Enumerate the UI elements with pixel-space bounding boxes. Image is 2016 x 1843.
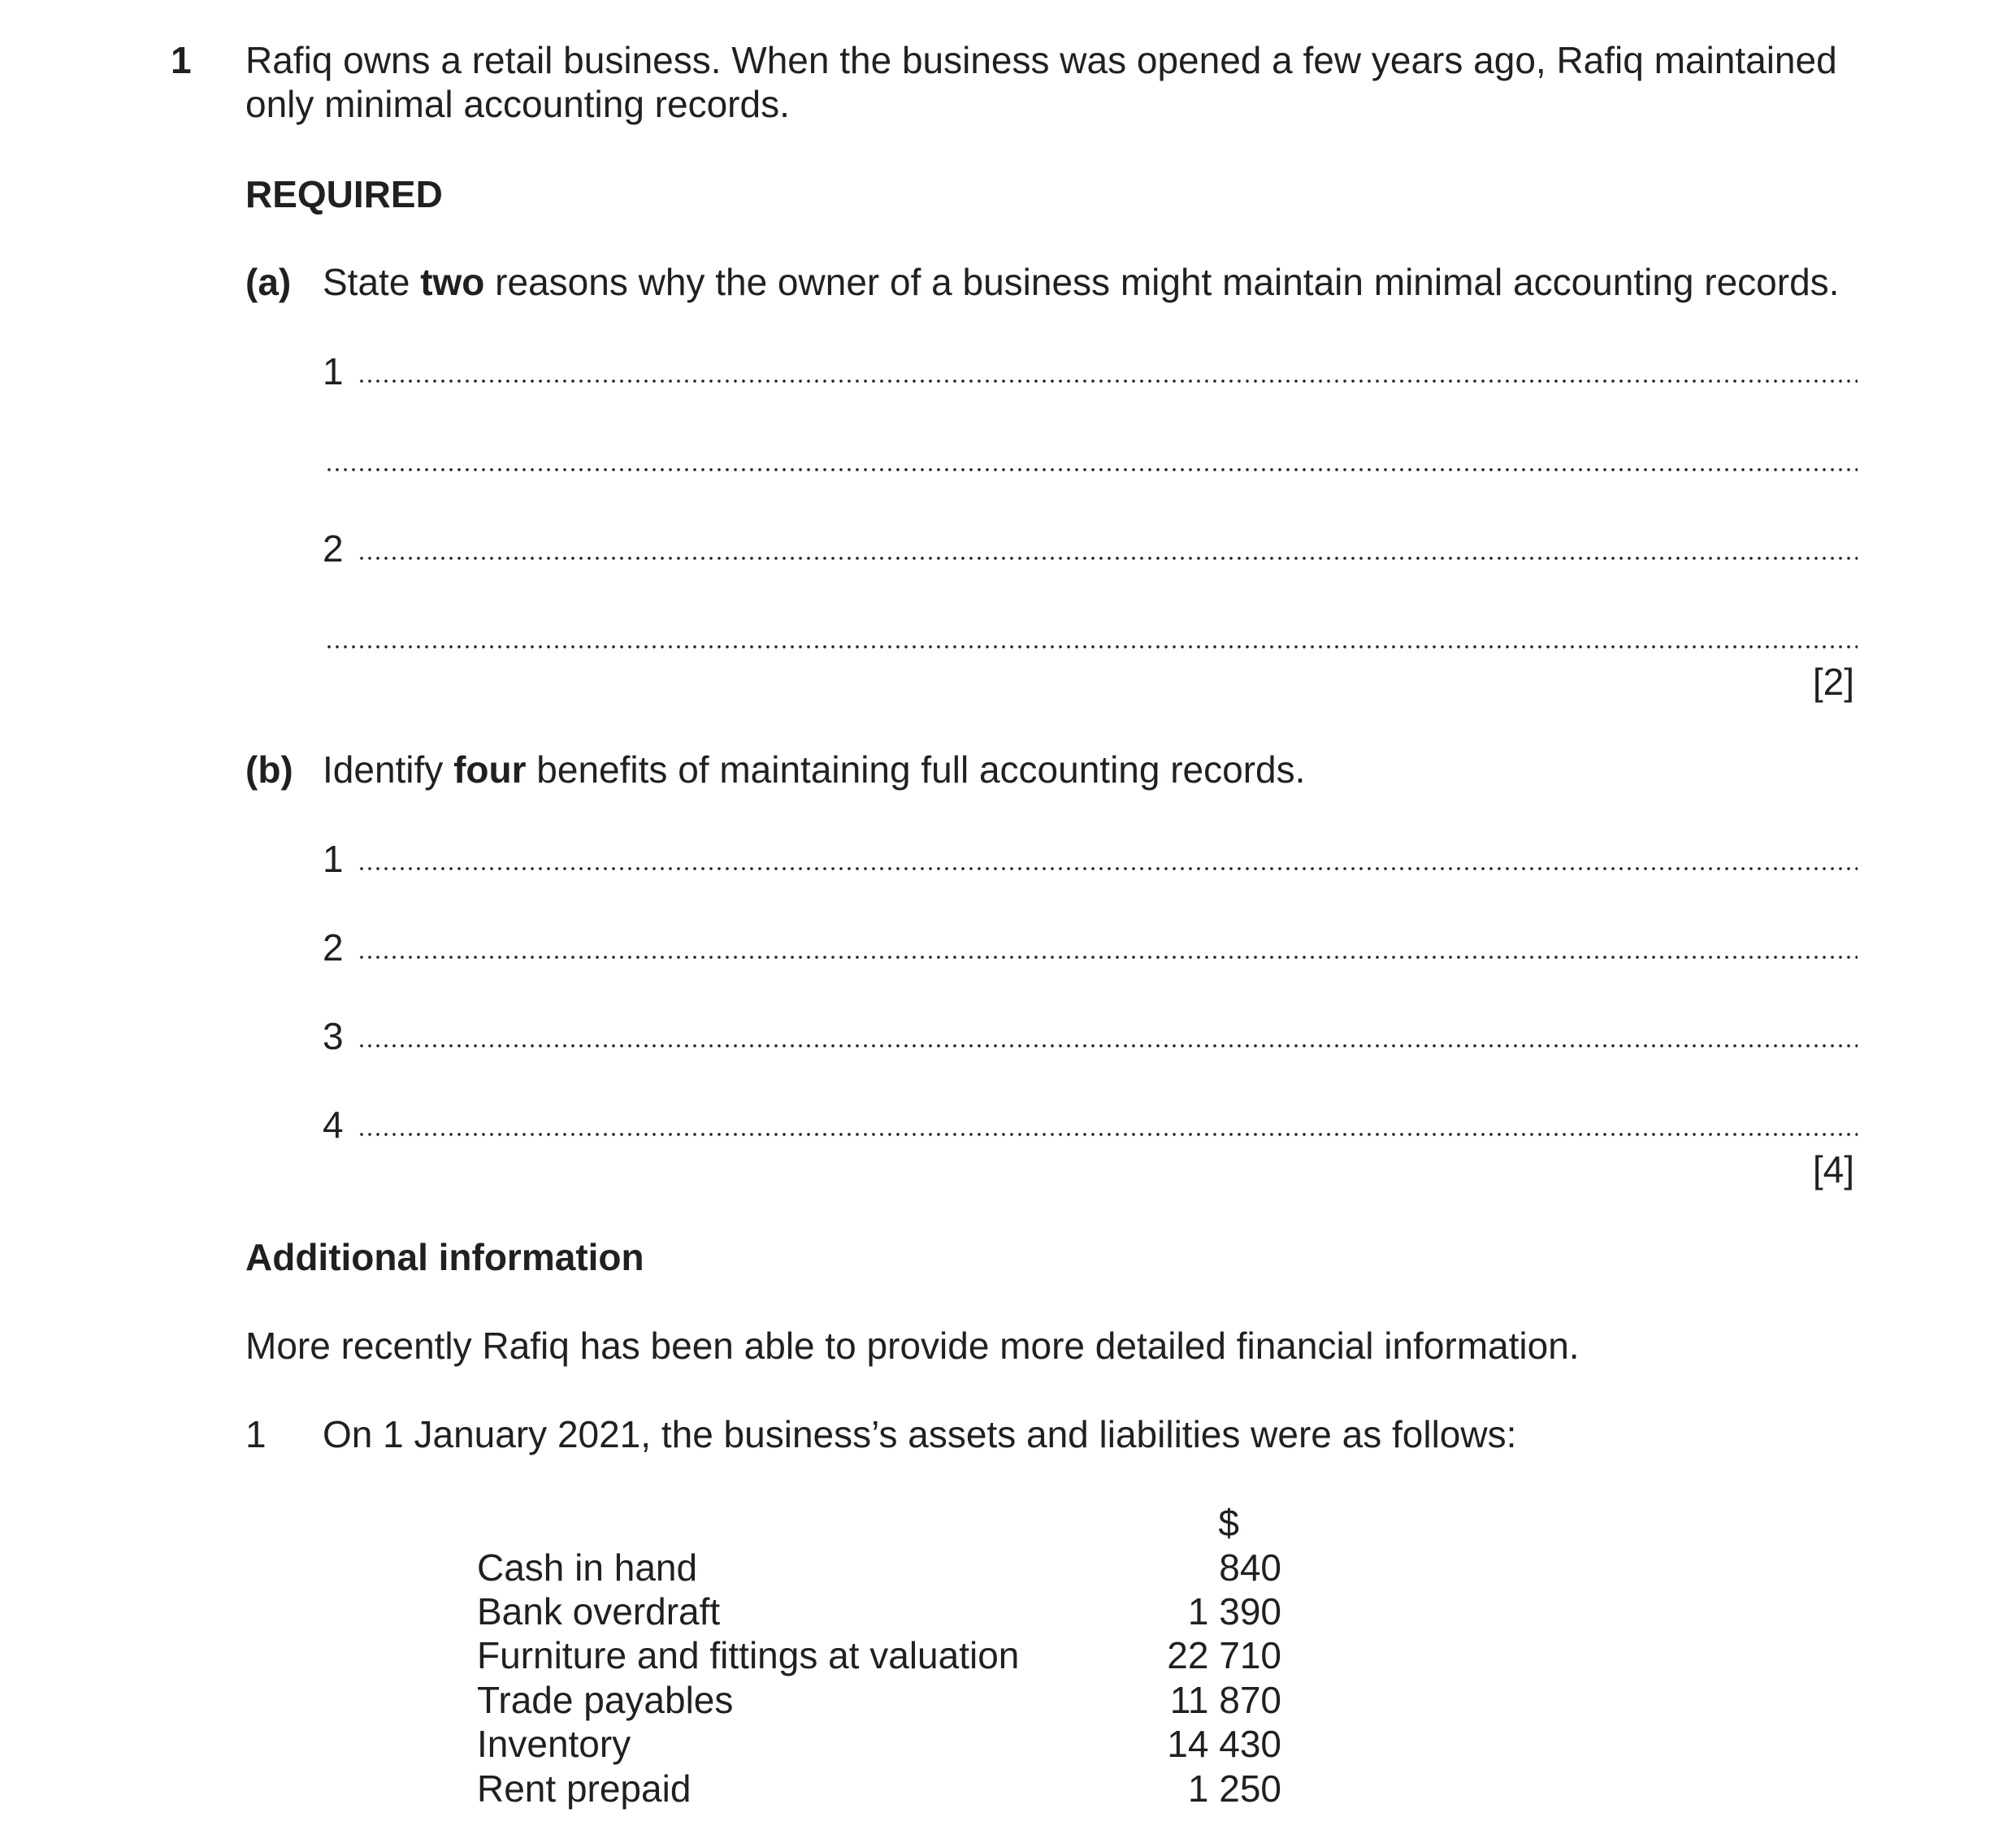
- part-b-answer-number-4: 4: [323, 1104, 344, 1146]
- part-a-answer-line-2b[interactable]: [325, 645, 1858, 648]
- part-b-label: (b): [245, 748, 293, 791]
- part-b-answer-line-4[interactable]: [358, 1133, 1858, 1136]
- question-stem-line2: only minimal accounting records.: [245, 83, 790, 125]
- part-b-answer-number-2: 2: [323, 926, 344, 969]
- part-b-answer-line-2[interactable]: [358, 956, 1858, 959]
- table-row-value: 1 390: [1187, 1590, 1281, 1633]
- part-a-answer-line-2a[interactable]: [358, 557, 1858, 560]
- part-b-marks: [4]: [1812, 1148, 1854, 1190]
- table-row-label: Rent prepaid: [477, 1767, 692, 1810]
- part-a-answer-line-1b[interactable]: [325, 468, 1858, 471]
- question-stem-line1: Rafiq owns a retail business. When the business was opened a few years ago, Rafiq maintained: [245, 39, 1837, 81]
- table-row-value: 1 250: [1187, 1767, 1281, 1810]
- part-a-answer-number-1: 1: [323, 350, 344, 392]
- table-row-value: 14 430: [1167, 1723, 1281, 1765]
- currency-header: $: [1218, 1502, 1239, 1544]
- part-a-marks: [2]: [1812, 661, 1854, 703]
- table-row-value: 840: [1219, 1546, 1281, 1589]
- additional-item-number: 1: [245, 1413, 267, 1455]
- question-number: 1: [171, 39, 192, 81]
- additional-item-text: On 1 January 2021, the business’s assets and liabilities were as follows:: [323, 1413, 1517, 1455]
- table-row-label: Trade payables: [477, 1679, 734, 1721]
- additional-intro: More recently Rafiq has been able to provide more detailed financial information.: [245, 1325, 1580, 1367]
- required-heading: REQUIRED: [245, 173, 443, 215]
- part-b-answer-number-1: 1: [323, 838, 344, 880]
- table-row-value: 22 710: [1167, 1634, 1281, 1676]
- table-row-label: Cash in hand: [477, 1546, 698, 1589]
- part-b-answer-line-3[interactable]: [358, 1044, 1858, 1047]
- part-a-label: (a): [245, 261, 292, 303]
- table-row-label: Bank overdraft: [477, 1590, 721, 1633]
- table-row-label: Furniture and fittings at valuation: [477, 1634, 1020, 1676]
- part-b-answer-line-1[interactable]: [358, 867, 1858, 870]
- part-a-answer-line-1a[interactable]: [358, 379, 1858, 383]
- part-b-question: Identify four benefits of maintaining full accounting records.: [323, 748, 1306, 791]
- part-a-question: State two reasons why the owner of a business might maintain minimal accounting records.: [323, 261, 1840, 303]
- part-b-answer-number-3: 3: [323, 1015, 344, 1057]
- table-row-label: Inventory: [477, 1723, 631, 1765]
- part-a-answer-number-2: 2: [323, 527, 344, 570]
- table-row-value: 11 870: [1169, 1679, 1281, 1721]
- additional-heading: Additional information: [245, 1236, 644, 1278]
